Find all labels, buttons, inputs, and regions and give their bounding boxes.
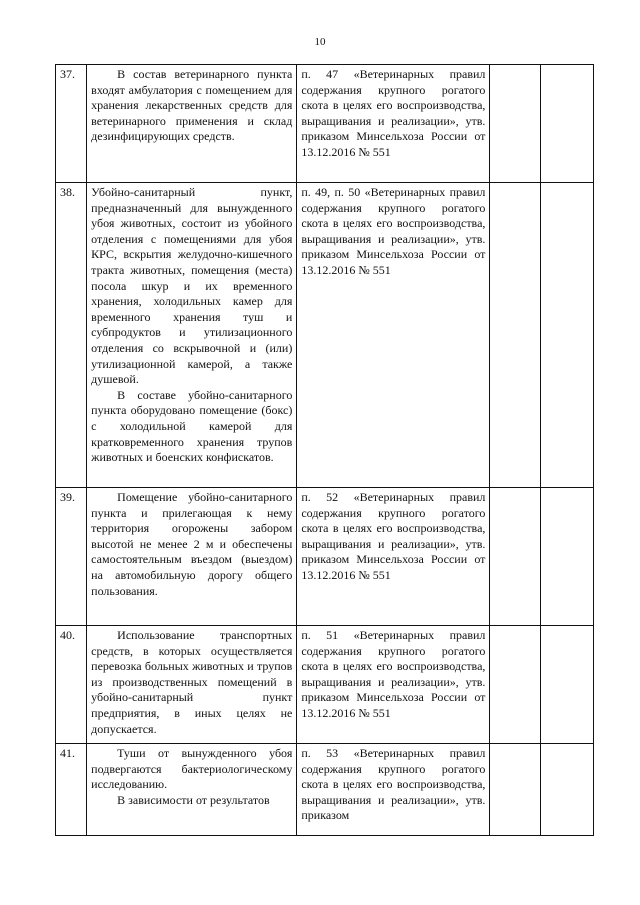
row-number: 41. bbox=[56, 744, 87, 836]
requirement-text: В зависимости от результатов bbox=[117, 792, 270, 807]
requirement-cell bbox=[87, 744, 297, 836]
table-row bbox=[56, 488, 594, 626]
row-number: 37. bbox=[56, 65, 87, 183]
reference-cell: п. 52 «Ветеринарных правил содержания крупного рогатого скота в целях его воспроизводства, выращивания и реализации», утв. приказом Минсельхоза России от 13.12.2016 № 551 bbox=[297, 488, 490, 626]
table-row bbox=[56, 183, 594, 488]
requirement-text: Туши от вынужденного убоя подвергаются бактериологическому исследованию. bbox=[91, 746, 293, 792]
requirement-cell bbox=[87, 626, 297, 744]
requirement-text: В состав ветеринарного пункта входят амбулатория с помещением для хранения лекарственных средств для ветеринарного применения и склад дезинфицирующих средств. bbox=[91, 67, 293, 144]
reference-cell: п. 51 «Ветеринарных правил содержания крупного рогатого скота в целях его воспроизводства, выращивания и реализации», утв. приказом Минсельхоза России от 13.12.2016 № 551 bbox=[297, 626, 490, 744]
answer-cell bbox=[490, 488, 540, 626]
answer-cell bbox=[490, 744, 540, 836]
requirement-text: В составе убойно-санитарного пункта оборудовано помещение (бокс) с холодильной камерой для кратковременного хранения трупов животных и боенских конфискатов. bbox=[91, 387, 293, 465]
row-number: 39. bbox=[56, 488, 87, 626]
requirement-cell bbox=[87, 183, 297, 488]
note-cell bbox=[540, 744, 593, 836]
reference-cell: п. 49, п. 50 «Ветеринарных правил содержания крупного рогатого скота в целях его воспроизводства, выращивания и реализации», утв. приказом Минсельхоза России от 13.12.2016 № 551 bbox=[297, 183, 490, 488]
reference-cell: п. 47 «Ветеринарных правил содержания крупного рогатого скота в целях его воспроизводства, выращивания и реализации», утв. приказом Минсельхоза России от 13.12.2016 № 551 bbox=[297, 65, 490, 183]
table-row bbox=[56, 65, 594, 183]
answer-cell bbox=[490, 183, 540, 488]
reference-cell: п. 53 «Ветеринарных правил содержания крупного рогатого скота в целях его воспроизводства, выращивания и реализации», утв. приказом bbox=[297, 744, 490, 836]
row-number: 38. bbox=[56, 183, 87, 488]
note-cell bbox=[540, 183, 593, 488]
note-cell bbox=[540, 65, 593, 183]
requirement-text: Использование транспортных средств, в которых осуществляется перевозка больных животных и трупов из производственных помещений в убойно-санитарный пункт предприятия, в иных целях не допускается. bbox=[91, 628, 293, 736]
page-number: 10 bbox=[314, 36, 326, 48]
row-number: 40. bbox=[56, 626, 87, 744]
note-cell bbox=[540, 488, 593, 626]
table-row bbox=[56, 744, 594, 836]
requirement-cell bbox=[87, 488, 297, 626]
answer-cell bbox=[490, 626, 540, 744]
table-row bbox=[56, 626, 594, 744]
requirement-text: Убойно-санитарный пункт, предназначенный для вынужденного убоя животных, состоит из убойного отделения с помещениями для убоя КРС, вскрытия желудочно-кишечного тракта животных, помещения (места) посола шкур и их временного хранения, холодильных камер для временного хранения туш и субпродуктов и утилизационного отделения со вскрывочной и (или) утилизационной камерой, а также душевой. bbox=[91, 185, 293, 387]
note-cell bbox=[540, 626, 593, 744]
answer-cell bbox=[490, 65, 540, 183]
requirement-text: Помещение убойно-санитарного пункта и прилегающая к нему территория огорожены забором высотой не менее 2 м и обеспечены самостоятельным въездом (выездом) на автомобильную дорогу общего пользования. bbox=[91, 490, 293, 598]
requirements-table bbox=[55, 64, 594, 836]
requirement-cell bbox=[87, 65, 297, 183]
